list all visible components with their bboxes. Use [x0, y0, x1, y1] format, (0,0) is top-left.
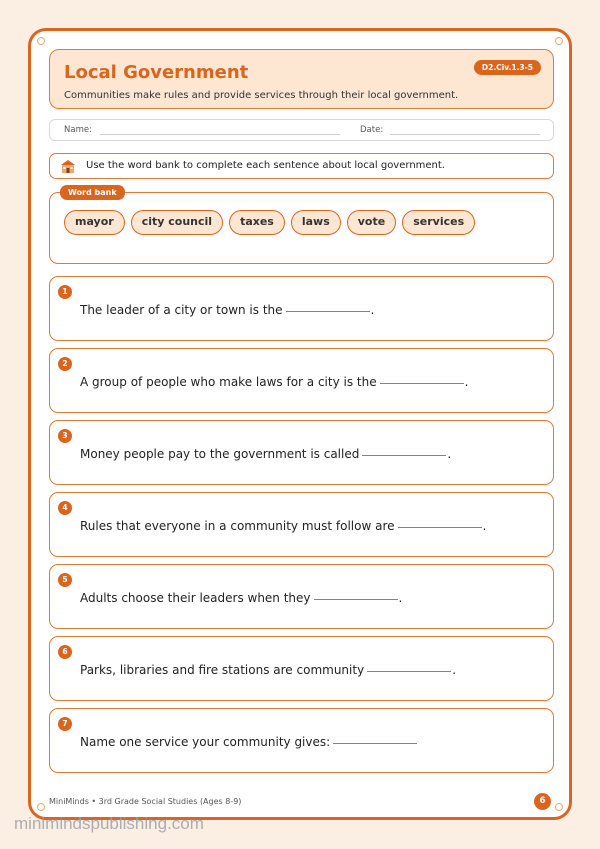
- question-card: [49, 708, 554, 773]
- question-prompt: Rules that everyone in a community must follow are: [80, 519, 395, 533]
- question-number: 1: [58, 285, 72, 299]
- word-chip[interactable]: laws: [291, 210, 341, 235]
- question-card: [49, 564, 554, 629]
- word-chip[interactable]: vote: [347, 210, 396, 235]
- title-panel: [49, 49, 554, 109]
- corner-dot: [555, 37, 563, 45]
- answer-blank[interactable]: [333, 743, 417, 744]
- answer-blank[interactable]: [314, 599, 398, 600]
- date-field[interactable]: [390, 134, 540, 135]
- publisher-watermark: minimindspublishing.com: [14, 814, 204, 833]
- name-field[interactable]: [100, 134, 340, 135]
- question-end: .: [398, 591, 403, 605]
- answer-blank[interactable]: [286, 311, 370, 312]
- question-text: [80, 375, 468, 389]
- question-number: 3: [58, 429, 72, 443]
- question-card: [49, 420, 554, 485]
- question-prompt: The leader of a city or town is the: [80, 303, 283, 317]
- school-building-icon: [60, 159, 76, 173]
- instructions-bar: [49, 153, 554, 179]
- question-card: [49, 636, 554, 701]
- word-chip[interactable]: mayor: [64, 210, 125, 235]
- question-card: [49, 492, 554, 557]
- answer-blank[interactable]: [380, 383, 464, 384]
- question-number: 6: [58, 645, 72, 659]
- question-prompt: Money people pay to the government is called: [80, 447, 360, 461]
- question-end: .: [482, 519, 487, 533]
- question-prompt: Name one service your community gives:: [80, 735, 331, 749]
- question-text: [80, 519, 486, 533]
- question-card: [49, 276, 554, 341]
- question-text: [80, 447, 451, 461]
- question-card: [49, 348, 554, 413]
- question-text: [80, 303, 374, 317]
- page-number-badge: 6: [534, 793, 551, 810]
- question-text: [80, 591, 402, 605]
- question-number: 5: [58, 573, 72, 587]
- question-text: [80, 735, 418, 749]
- worksheet-page: [28, 28, 572, 820]
- question-text: [80, 663, 456, 677]
- question-end: .: [370, 303, 375, 317]
- footer-text: MiniMinds • 3rd Grade Social Studies (Ages 8-9): [49, 797, 242, 806]
- date-label: Date:: [360, 125, 384, 135]
- word-chip[interactable]: city council: [131, 210, 223, 235]
- instructions-text: Use the word bank to complete each sentence about local government.: [86, 160, 445, 171]
- corner-dot: [37, 37, 45, 45]
- answer-blank[interactable]: [367, 671, 451, 672]
- answer-blank[interactable]: [398, 527, 482, 528]
- question-number: 7: [58, 717, 72, 731]
- question-end: .: [464, 375, 469, 389]
- question-end: .: [447, 447, 452, 461]
- corner-dot: [37, 803, 45, 811]
- page-title: Local Government: [64, 62, 249, 83]
- question-prompt: A group of people who make laws for a city is the: [80, 375, 377, 389]
- word-chip[interactable]: taxes: [229, 210, 285, 235]
- question-number: 4: [58, 501, 72, 515]
- name-date-row: [49, 119, 554, 141]
- word-bank-label: Word bank: [60, 185, 125, 200]
- corner-dot: [555, 803, 563, 811]
- question-end: .: [452, 663, 457, 677]
- word-bank: [49, 188, 554, 264]
- word-chip[interactable]: services: [402, 210, 475, 235]
- page-subtitle: Communities make rules and provide services through their local government.: [64, 90, 459, 101]
- answer-blank[interactable]: [362, 455, 446, 456]
- name-label: Name:: [64, 125, 92, 135]
- word-bank-chips: [64, 210, 475, 235]
- question-prompt: Adults choose their leaders when they: [80, 591, 311, 605]
- question-prompt: Parks, libraries and fire stations are community: [80, 663, 365, 677]
- standard-code-badge: D2.Civ.1.3-5: [474, 60, 541, 75]
- question-number: 2: [58, 357, 72, 371]
